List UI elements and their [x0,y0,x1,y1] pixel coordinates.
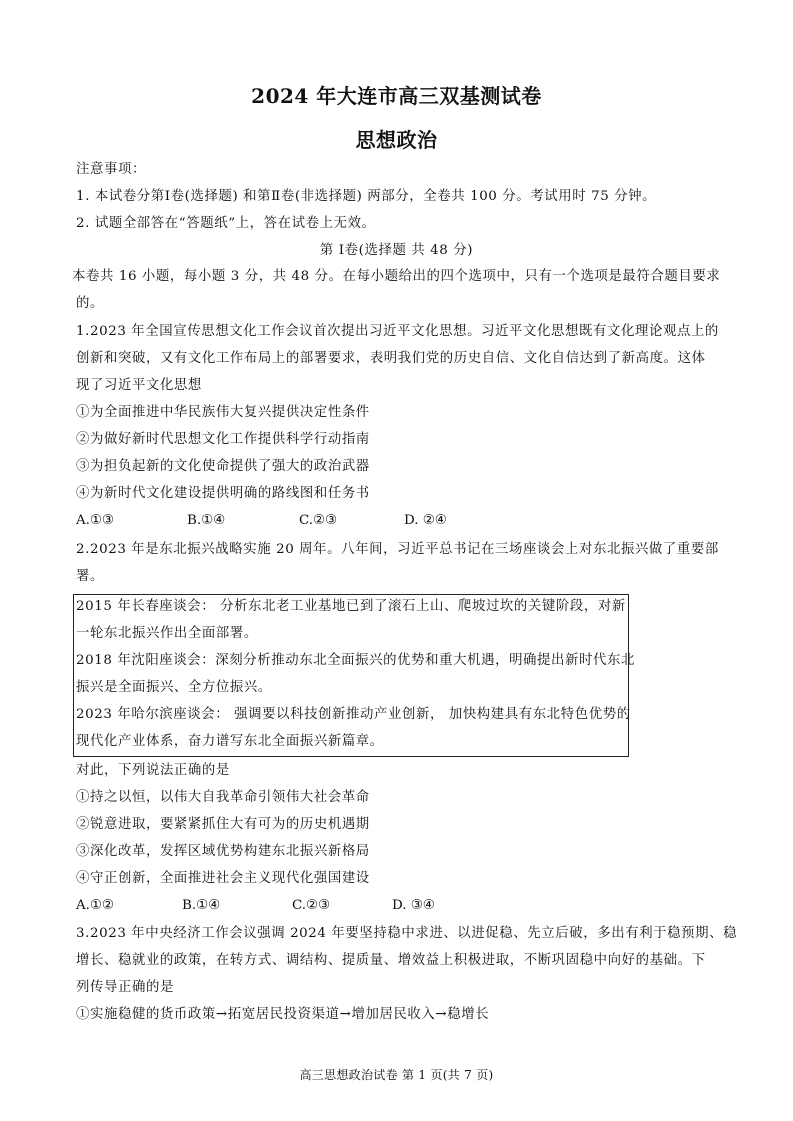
subject-title: 思想政治 [355,128,438,152]
q2-option-b: B.①④ [182,898,221,913]
q2-stem: 2.2023 年是东北振兴战略实施 20 周年。八年间，习近平总书记在三场座谈会上对东北振兴做了重要部 [76,542,719,557]
q1-item: ④为新时代文化建设提供明确的路线图和任务书 [76,486,370,501]
exam-title: 2024 年大连市高三双基测试卷 [251,84,542,108]
q2-stem: 署。 [76,569,104,584]
q2-item: ③深化改革，发挥区域优势构建东北振兴新格局 [76,844,370,859]
q2-material-line: 一轮东北振兴作出全面部署。 [76,626,258,641]
notice-item: 1. 本试卷分第Ⅰ卷(选择题) 和第Ⅱ卷(非选择题) 两部分，全卷共 100 分。考试用时 75 分钟。 [76,189,657,204]
q1-item: ②为做好新时代思想文化工作提供科学行动指南 [76,432,370,447]
q1-item: ③为担负起新的文化使命提供了强大的政治武器 [76,459,370,474]
q3-item: ①实施稳健的货币政策→拓宽居民投资渠道→增加居民收入→稳增长 [76,1007,490,1022]
q2-material-line: 2018 年沈阳座谈会：深刻分析推动东北全面振兴的优势和重大机遇，明确提出新时代东北 [76,653,635,668]
page-footer: 高三思想政治试卷 第 1 页(共 7 页) [299,1068,494,1082]
notice-heading: 注意事项： [76,162,146,177]
q2-item: ①持之以恒，以伟大自我革命引领伟大社会革命 [76,790,370,805]
q1-stem: 1.2023 年全国宣传思想文化工作会议首次提出习近平文化思想。习近平文化思想既有文化理论观点上的 [76,324,719,339]
q1-option-a: A.①③ [76,513,114,528]
q2-option-a: A.①② [76,898,114,913]
q1-option-d: D. ②④ [404,513,447,528]
q2-material-line: 2015 年长春座谈会： 分析东北老工业基地已到了滚石上山、爬坡过坎的关键阶段，对新 [76,599,626,614]
q1-item: ①为全面推进中华民族伟大复兴提供决定性条件 [76,405,370,420]
q1-stem: 创新和突破，又有文化工作布局上的部署要求，表明我们党的历史自信、文化自信达到了新高度。这体 [76,351,706,366]
q3-stem: 增长、稳就业的政策，在转方式、调结构、提质量、增效益上积极进取，不断巩固稳中向好的基础。下 [76,953,706,968]
q1-stem: 现了习近平文化思想 [76,378,202,393]
notice-item: 2. 试题全部答在“答题纸”上，答在试卷上无效。 [76,216,376,231]
q2-material-line: 2023 年哈尔滨座谈会： 强调要以科技创新推动产业创新， 加快构建具有东北特色优势的 [76,707,631,722]
q2-item: ②锐意进取，要紧紧抓住大有可为的历史机遇期 [76,817,370,832]
section-intro: 本卷共 16 小题，每小题 3 分，共 48 分。在每小题给出的四个选项中，只有一个选项是最符合题目要求 [72,269,721,284]
q1-option-c: C.②③ [299,513,338,528]
q1-option-b: B.①④ [187,513,226,528]
q2-option-c: C.②③ [292,898,331,913]
q2-option-d: D. ③④ [392,898,435,913]
q2-item: ④守正创新，全面推进社会主义现代化强国建设 [76,871,370,886]
q3-stem: 3.2023 年中央经济工作会议强调 2024 年要坚持稳中求进、以进促稳、先立后破，多出有利于稳预期、稳 [76,926,738,941]
section-title: 第 Ⅰ卷(选择题 共 48 分) [319,243,474,258]
q2-prompt: 对此，下列说法正确的是 [76,763,230,778]
q2-material-line: 现代化产业体系，奋力谱写东北全面振兴新篇章。 [76,734,384,749]
section-intro: 的。 [76,296,104,311]
q2-material-line: 振兴是全面振兴、全方位振兴。 [76,680,272,695]
q3-stem: 列传导正确的是 [76,980,174,995]
